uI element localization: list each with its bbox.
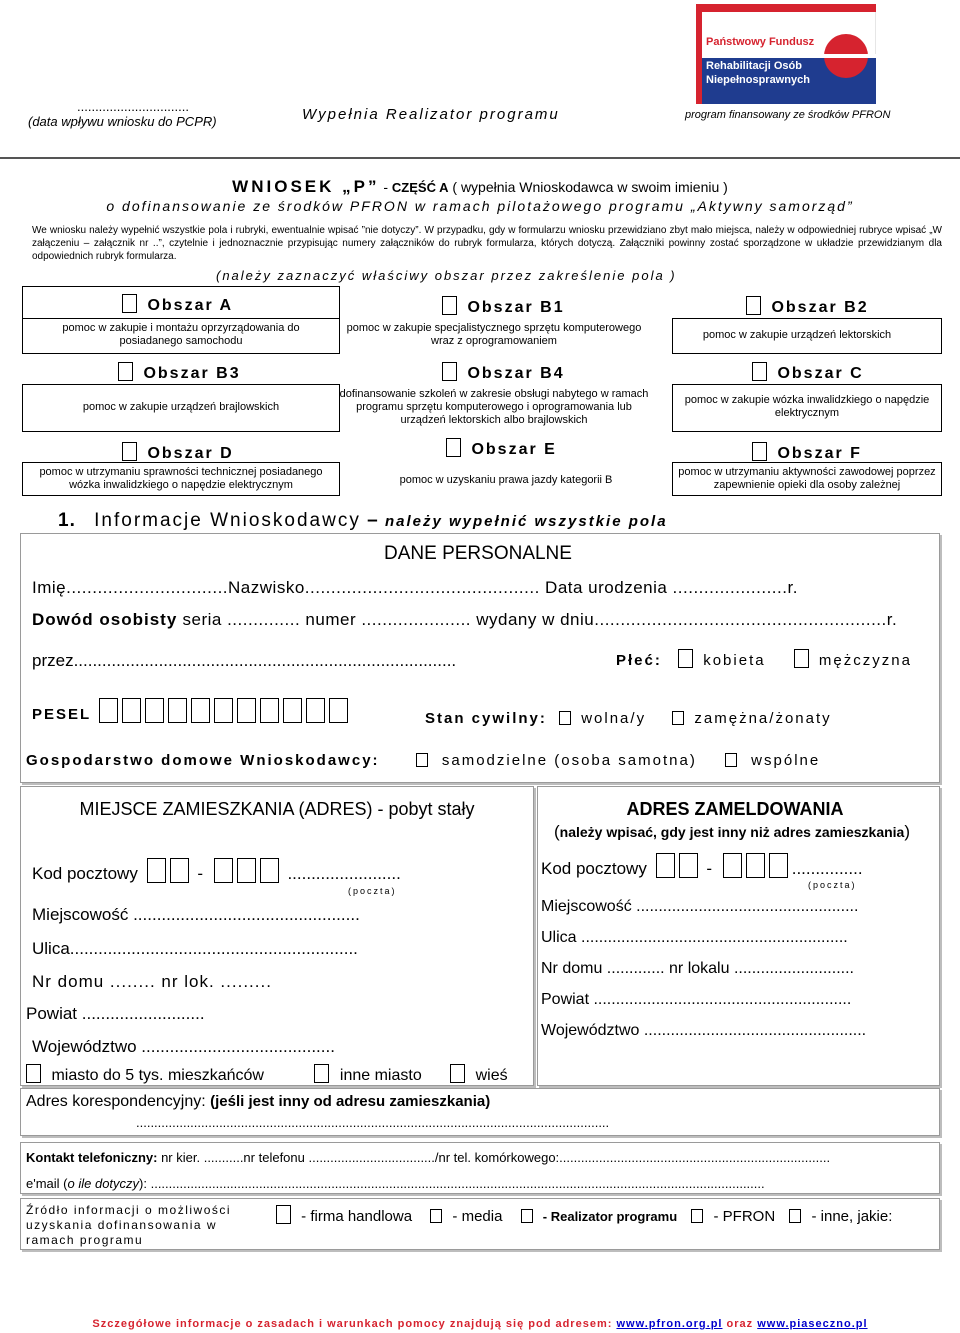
registration-postal-note: (poczta) xyxy=(808,880,857,890)
marital-married-label: zamężna/żonaty xyxy=(694,710,832,727)
area-f-title: Obszar F xyxy=(777,445,862,462)
registration-heading: ADRES ZAMELDOWANIA xyxy=(626,799,844,819)
residence-city[interactable]: Miejscowość ................................................ xyxy=(32,905,360,924)
footer-link-piaseczno[interactable]: www.piaseczno.pl xyxy=(757,1318,868,1330)
footer-text: Szczegółowe informacje o zasadach i warunkach pomocy znajdują się pod adresem: xyxy=(92,1318,617,1330)
pesel-digit-box[interactable] xyxy=(99,698,118,723)
town-other-label: inne miasto xyxy=(339,1067,422,1084)
form-title xyxy=(0,177,960,197)
area-a-title: Obszar A xyxy=(147,297,234,314)
registration-street[interactable]: Ulica ............................................................ xyxy=(541,929,848,946)
area-c-checkbox[interactable] xyxy=(752,362,767,381)
area-b3-desc: pomoc w zakupie urządzeń brajlowskich xyxy=(82,401,280,413)
residence-house[interactable]: Nr domu ........ nr lok. ......... xyxy=(32,972,272,991)
section-1-number: 1. xyxy=(58,510,76,531)
logo-text-2: Rehabilitacji Osób xyxy=(706,60,802,72)
correspondence-label: Adres korespondencyjny: xyxy=(26,1093,206,1110)
household-label: Gospodarstwo domowe Wnioskodawcy: xyxy=(26,752,380,769)
source-label: Źródło informacji o możliwości uzyskania dofinansowania w ramach programu xyxy=(26,1203,232,1247)
registration-sub-close: ) xyxy=(904,822,911,841)
postal-dash: - xyxy=(706,859,712,878)
marital-label: Stan cywilny: xyxy=(425,710,547,727)
household-shared-checkbox[interactable] xyxy=(725,753,737,767)
area-a[interactable] xyxy=(122,294,233,315)
area-c-desc: pomoc w zakupie wózka inwalidzkiego o napędzie elektrycznym xyxy=(684,394,930,419)
area-b3-checkbox[interactable] xyxy=(118,362,133,381)
correspondence-note: (jeśli jest inny od adresu zamieszkania) xyxy=(210,1093,491,1110)
email-note: o ile dotyczy xyxy=(67,1176,140,1191)
pfron-logo xyxy=(696,4,876,104)
area-b4-checkbox[interactable] xyxy=(442,362,457,381)
marital-status-field xyxy=(425,710,832,727)
postal-digit-box[interactable] xyxy=(260,858,279,883)
footer-info xyxy=(0,1318,960,1330)
village-label: wieś xyxy=(475,1067,508,1084)
source-commercial-label: - firma handlowa xyxy=(301,1208,413,1225)
source-realizator-checkbox[interactable] xyxy=(521,1209,533,1223)
area-b4[interactable] xyxy=(442,362,565,383)
section-1-subtitle: należy wypełnić wszystkie pola xyxy=(384,513,668,530)
area-b2[interactable] xyxy=(746,296,869,317)
residence-voivodeship[interactable]: Województwo ......................................... xyxy=(32,1037,335,1056)
postal-digit-box[interactable] xyxy=(746,853,765,878)
sex-field xyxy=(616,649,912,669)
name-line[interactable]: Imię...............................Nazwisko............................................. Data urodzenia ......................r. xyxy=(32,578,798,597)
correspondence-dots[interactable]: ................................................................................................................................... xyxy=(136,1115,610,1130)
sex-male-label: mężczyzna xyxy=(818,652,912,669)
correspondence-line[interactable] xyxy=(26,1093,490,1111)
filled-by-realizator: Wypełnia Realizator programu xyxy=(302,106,560,123)
pfron-logo-graphic xyxy=(696,4,876,104)
area-b2-desc: pomoc w zakupie urządzeń lektorskich xyxy=(702,329,892,341)
town-other-checkbox[interactable] xyxy=(314,1064,329,1083)
title-dash: - xyxy=(379,179,392,195)
footer-and: oraz xyxy=(722,1318,758,1330)
area-b2-checkbox[interactable] xyxy=(746,296,761,315)
residence-county[interactable]: Powiat .......................... xyxy=(26,1004,205,1023)
email-dots: ): .......................................................................................................................................................................... xyxy=(139,1176,765,1191)
pesel-digit-box[interactable] xyxy=(237,698,256,723)
postal-digit-box[interactable] xyxy=(147,858,166,883)
residence-heading: MIEJSCE ZAMIESZKANIA (ADRES) - pobyt stały xyxy=(79,799,475,819)
area-a-desc: pomoc w zakupie i montażu oprzyrządowania do posiadanego samochodu xyxy=(62,322,300,347)
registration-subheading xyxy=(537,822,927,842)
source-options xyxy=(276,1205,892,1225)
registration-sub-open: ( xyxy=(553,822,560,841)
email-line[interactable] xyxy=(26,1176,765,1191)
residence-postal-note: (poczta) xyxy=(348,886,397,896)
instructions-paragraph: We wniosku należy wypełnić wszystkie pola i rubryki, ewentualnie wpisać ”nie dotyczy”. W przypadku, gdy w formularzu wniosku przewidziano zbyt mało miejsca, należy w odpowiedniej rubryce wpisać „W załączeniu – załącznik nr ..”, czytelnie i jednoznacznie przypisując numery załączników do rubryk formularza, których dotyczą. Załączniki powinny zostać sporządzone w układzie przewidzianym dla odpowiednich rubryk formularza. xyxy=(32,225,942,262)
source-realizator-label: - Realizator programu xyxy=(542,1209,678,1224)
sex-label: Płeć: xyxy=(616,652,662,669)
area-d[interactable] xyxy=(122,442,234,463)
town-small-label: miasto do 5 tys. mieszkańców xyxy=(51,1067,264,1084)
date-received-field xyxy=(28,99,238,129)
source-media-checkbox[interactable] xyxy=(430,1209,442,1223)
area-d-title: Obszar D xyxy=(147,445,234,462)
area-e-title: Obszar E xyxy=(471,441,557,458)
pesel-digit-box[interactable] xyxy=(283,698,302,723)
logo-text-3: Niepełnosprawnych xyxy=(706,74,810,86)
pesel-digit-box[interactable] xyxy=(329,698,348,723)
source-other-label: - inne, jakie: xyxy=(811,1208,893,1225)
pesel-digit-box[interactable] xyxy=(306,698,325,723)
date-received-label: (data wpływu wniosku do PCPR) xyxy=(28,114,217,129)
sex-female-checkbox[interactable] xyxy=(678,649,693,668)
title-part: CZĘŚĆ A xyxy=(391,180,449,195)
household-alone-label: samodzielne (osoba samotna) xyxy=(441,752,697,769)
section-1-dash: – xyxy=(360,510,385,531)
registration-city[interactable]: Miejscowość .................................................. xyxy=(541,898,859,915)
household-alone-checkbox[interactable] xyxy=(416,753,428,767)
pesel-field xyxy=(32,698,352,723)
area-c[interactable] xyxy=(752,362,864,383)
pesel-label: PESEL xyxy=(32,706,92,723)
title-wniosek: WNIOSEK „P” xyxy=(232,177,380,196)
area-b1-title: Obszar B1 xyxy=(467,299,565,316)
pesel-digit-box[interactable] xyxy=(260,698,279,723)
section-1-heading xyxy=(58,510,668,532)
pesel-digit-box[interactable] xyxy=(122,698,141,723)
registration-county[interactable]: Powiat .......................................................... xyxy=(541,991,852,1008)
pesel-digit-box[interactable] xyxy=(191,698,210,723)
area-c-title: Obszar C xyxy=(777,365,864,382)
registration-postal-field[interactable] xyxy=(541,853,863,879)
area-b1-checkbox[interactable] xyxy=(442,296,457,315)
footer-link-pfron[interactable]: www.pfron.org.pl xyxy=(616,1318,723,1330)
area-b4-title: Obszar B4 xyxy=(467,365,565,382)
postal-dash: - xyxy=(197,864,203,883)
select-area-note: (należy zaznaczyć właściwy obszar przez zakreślenie pola ) xyxy=(216,268,677,283)
date-dots: ............................... xyxy=(77,99,189,114)
personal-data-heading: DANE PERSONALNE xyxy=(384,543,572,564)
area-b4-desc: dofinansowanie szkoleń w zakresie obsługi nabytego w ramach programu sprzętu komputerowego i oprogramowania lub urządzeń lektorskich albo brajlowskich xyxy=(339,388,649,426)
area-b3-title: Obszar B3 xyxy=(143,365,241,382)
area-a-checkbox[interactable] xyxy=(122,294,137,313)
phone-line[interactable] xyxy=(26,1150,830,1165)
areas-grid xyxy=(22,286,942,496)
source-other-checkbox[interactable] xyxy=(789,1209,801,1223)
area-d-desc: pomoc w utrzymaniu sprawności technicznej posiadanego wózka inwalidzkiego o napędzie elektrycznym xyxy=(39,466,323,491)
postal-digit-box[interactable] xyxy=(723,853,742,878)
area-b2-desc-box xyxy=(672,318,942,354)
area-f-checkbox[interactable] xyxy=(752,442,767,461)
marital-married-checkbox[interactable] xyxy=(672,711,684,725)
residence-locality-type xyxy=(26,1064,508,1085)
section-1-title: Informacje Wnioskodawcy xyxy=(94,510,361,531)
registration-postal-label: Kod pocztowy xyxy=(541,859,647,878)
postal-digit-box[interactable] xyxy=(656,853,675,878)
area-e[interactable] xyxy=(446,438,557,459)
registration-sub-text: należy wpisać, gdy jest inny niż adres zamieszkania xyxy=(559,824,905,840)
pesel-digit-box[interactable] xyxy=(214,698,233,723)
phone-label: Kontakt telefoniczny: xyxy=(26,1150,158,1165)
residence-postal-label: Kod pocztowy xyxy=(32,864,138,883)
issued-by-line[interactable]: przez................................................................................. xyxy=(32,651,457,670)
sex-male-checkbox[interactable] xyxy=(794,649,809,668)
id-card-label: Dowód osobisty xyxy=(32,610,178,629)
area-f-desc: pomoc w utrzymaniu aktywności zawodowej poprzez zapewnienie opieki dla osoby zależnej xyxy=(678,466,936,491)
village-checkbox[interactable] xyxy=(450,1064,465,1083)
source-commercial-checkbox[interactable] xyxy=(276,1205,291,1224)
phone-fields: nr kier. ...........nr telefonu .................................../nr tel. komórkowego:........................................................................... xyxy=(157,1150,831,1165)
postal-digit-box[interactable] xyxy=(237,858,256,883)
area-d-checkbox[interactable] xyxy=(122,442,137,461)
source-pfron-label: - PFRON xyxy=(713,1208,776,1225)
area-e-checkbox[interactable] xyxy=(446,438,461,457)
logo-text-1: Państwowy Fundusz xyxy=(706,36,815,48)
pesel-digit-boxes[interactable] xyxy=(99,706,352,723)
residence-postal-field[interactable] xyxy=(32,858,401,884)
registration-house[interactable]: Nr domu ............. nr lokalu ........................... xyxy=(541,960,854,977)
area-f[interactable] xyxy=(752,442,862,463)
postal-digit-box[interactable] xyxy=(679,853,698,878)
source-pfron-checkbox[interactable] xyxy=(691,1209,703,1223)
marital-single-checkbox[interactable] xyxy=(559,711,571,725)
area-b2-title: Obszar B2 xyxy=(771,299,869,316)
household-shared-label: wspólne xyxy=(751,752,821,769)
program-financed-note: program finansowany ze środków PFRON xyxy=(685,109,891,121)
source-media-label: - media xyxy=(452,1208,503,1225)
title-rest: ( wypełnia Wnioskodawca w swoim imieniu ) xyxy=(448,179,728,195)
id-card-fields: seria .............. numer ..................... wydany w dniu........................................................r. xyxy=(177,610,898,629)
header-divider xyxy=(0,157,960,159)
form-subtitle: o dofinansowanie ze środków PFRON w ramach pilotażowego programu „Aktywny samorząd” xyxy=(106,198,854,214)
residence-postal-dots: ........................ xyxy=(287,864,401,883)
postal-digit-box[interactable] xyxy=(170,858,189,883)
id-line[interactable] xyxy=(32,610,897,630)
registration-voivodeship[interactable]: Województwo .................................................. xyxy=(541,1022,867,1039)
email-label: e'mail ( xyxy=(26,1176,68,1191)
registration-postal-dots: ............... xyxy=(791,859,863,878)
town-small-checkbox[interactable] xyxy=(26,1064,41,1083)
pesel-digit-box[interactable] xyxy=(168,698,187,723)
postal-digit-box[interactable] xyxy=(214,858,233,883)
residence-street[interactable]: Ulica............................................................. xyxy=(32,939,358,958)
marital-single-label: wolna/y xyxy=(581,710,647,727)
postal-digit-box[interactable] xyxy=(769,853,788,878)
sex-female-label: kobieta xyxy=(703,652,766,669)
household-field xyxy=(26,752,820,769)
area-e-desc: pomoc w uzyskaniu prawa jazdy kategorii B xyxy=(399,474,613,486)
area-b1-desc: pomoc w zakupie specjalistycznego sprzętu komputerowego wraz z oprogramowaniem xyxy=(346,322,642,347)
pesel-digit-box[interactable] xyxy=(145,698,164,723)
area-b1[interactable] xyxy=(442,296,565,317)
area-b3[interactable] xyxy=(118,362,241,383)
